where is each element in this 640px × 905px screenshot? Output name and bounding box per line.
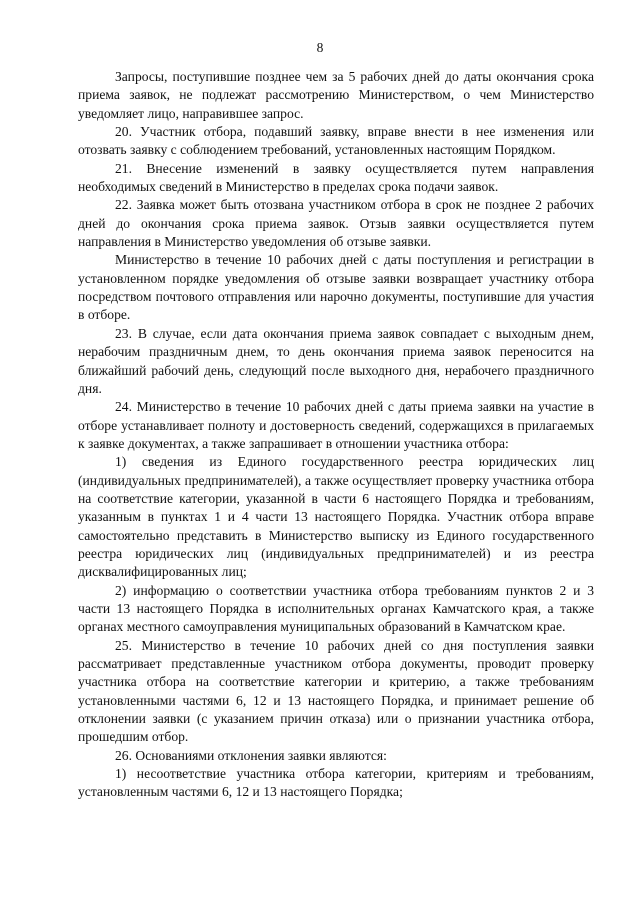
paragraph-24-item-2: 2) информацию о соответствии участника отбора требованиям пунктов 2 и 3 части 13 настоящего Порядка в исполнительных органах Камчатского края, а также органах местного самоуправления муниципальных образований в Камчатском крае. [78,582,594,635]
paragraph-26: 26. Основаниями отклонения заявки являются: [115,747,387,763]
paragraph-21: 21. Внесение изменений в заявку осуществляется путем направления необходимых сведений в Министерство в пределах срока подачи заявок. [78,160,594,195]
paragraph-20: 20. Участник отбора, подавший заявку, вправе внести в нее изменения или отозвать заявку с соблюдением требований, установленных настоящим Порядком. [78,124,594,158]
page-number: 8 [316,40,324,55]
paragraph-24-item-1: 1) сведения из Единого государственного реестра юридических лиц (индивидуальных предпринимателей), а также осуществляет проверку участника отбора на соответствие категории, указанной в части 6 настоящего Порядка и требованиям, указанным в пунктах 1 и 4 части 13 настоящего Порядка. Участник отбора вправе самостоятельно представить в Министерство выписку из Единого государственного реестра юридических лиц (индивидуальных предпринимателей) и из реестра дисквалифицированных лиц; [78,454,594,580]
paragraph-withdrawal-return: Министерство в течение 10 рабочих дней с даты поступления и регистрации в установленном порядке уведомления об отзыве заявки возвращает участнику отбора посредством почтового отправления или нарочно документы, поступившие для участия в отборе. [78,252,594,323]
paragraph-26-item-1: 1) несоответствие участника отбора категории, критериям и требованиям, установленным частями 6, 12 и 13 настоящего Порядка; [78,766,594,800]
document-body [78,68,594,802]
paragraph-25: 25. Министерство в течение 10 рабочих дней со дня поступления заявки рассматривает представленные участником отбора документы, проводит проверку участника отбора на соответствие категории и критерию, а также требованиям установленными частями 6, 12 и 13 настоящего Порядка, и принимает решение об отклонении заявки (с указанием причин отказа) или о признании участника отбора, прошедшим отбор. [78,637,594,745]
paragraph-24: 24. Министерство в течение 10 рабочих дней с даты приема заявки на участие в отборе устанавливает полноту и достоверность сведений, содержащихся в прилагаемых к заявке документах, а также запрашивает в отношении участника отбора: [78,399,594,451]
paragraph-23: 23. В случае, если дата окончания приема заявок совпадает с выходным днем, нерабочим праздничным днем, то день окончания приема заявок переносится на ближайший рабочий день, следующий после выходного дня, нерабочего праздничного дня. [78,325,594,396]
paragraph-22: 22. Заявка может быть отозвана участником отбора в срок не позднее 2 рабочих дней до окончания срока приема заявок. Отзыв заявки осуществляется путем направления в Министерство уведомления об отзыве заявки. [78,197,594,250]
paragraph-requests-deadline: Запросы, поступившие позднее чем за 5 рабочих дней до даты окончания срока приема заявок, не подлежат рассмотрению Министерством, о чем Министерство уведомляет лицо, направившее запрос. [78,69,594,121]
